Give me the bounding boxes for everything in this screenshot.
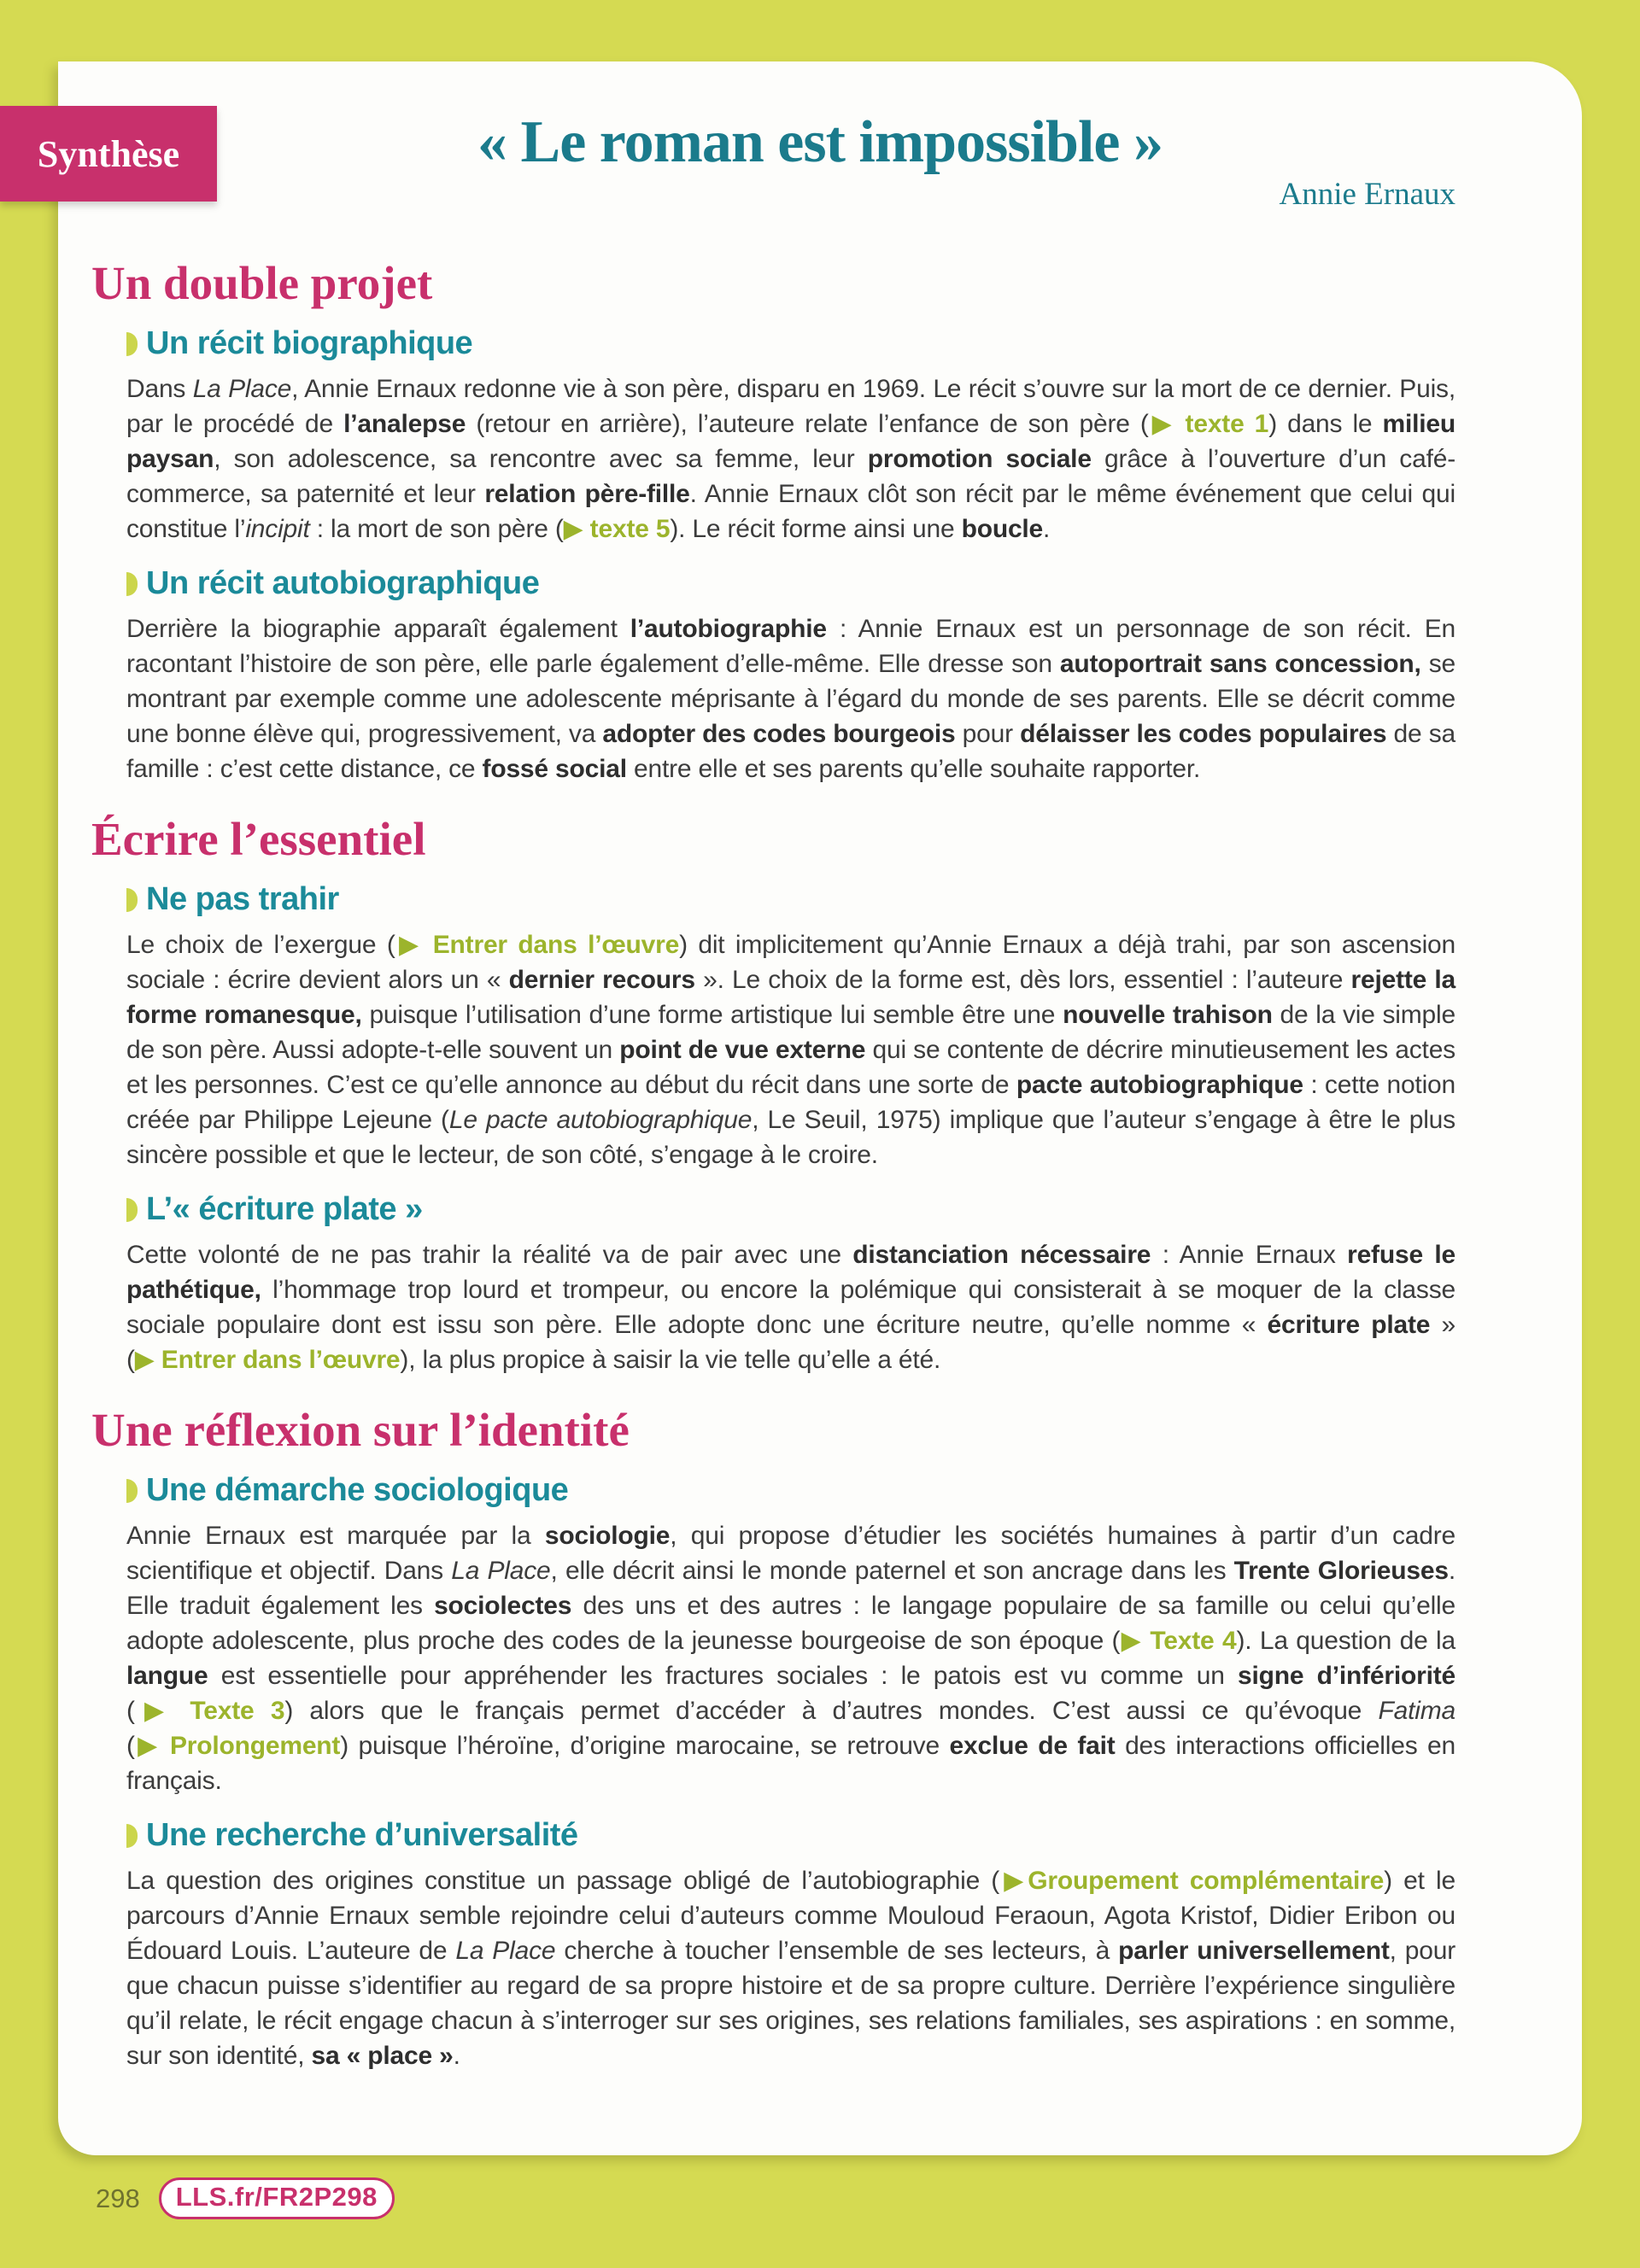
page-header [58, 61, 1582, 212]
subsection-bullet-icon [126, 572, 138, 596]
paragraph-recherche-universalite: La question des origines constitue un passage obligé de l’autobiographie (▶Groupement complémentaire) et le parcours d’Annie Ernaux semble rejoindre celui d’auteurs comme Mouloud Feraoun, Agota Kristof, Didier Eribon ou Édouard Louis. L’auteure de La Place cherche à toucher l’ensemble de ses lecteurs, à parler universellement, pour que chacun puisse s’identifier au regard de sa propre histoire et de sa propre culture. Derrière l’expérience singulière qu’il relate, le récit engage chacun à s’interroger sur ses origines, ses relations familiales, ses aspirations : en somme, sur son identité, sa « place ». [126, 1866, 1456, 2070]
synthese-tab [0, 106, 217, 202]
cross-reference-link[interactable]: ▶ Texte 4 [1120, 1626, 1237, 1655]
section-une-reflexion-sur-l-identite [91, 1403, 1456, 2073]
section-heading: Un double projet [91, 257, 433, 310]
cross-reference-link[interactable]: ▶Groupement complémentaire [999, 1866, 1385, 1895]
paragraph-ne-pas-trahir: Le choix de l’exergue (▶ Entrer dans l’œuvre) dit implicitement qu’Annie Ernaux a déjà trahi, par son ascension sociale : écrire devient alors un « dernier recours ». Le choix de la forme est, dès lors, essentiel : l’auteure rejette la forme romanesque, puisque l’utilisation d’une forme artistique lui semble être une nouvelle trahison de la vie simple de son père. Aussi adopte-t-elle souvent un point de vue externe qui se contente de décrire minutieusement les actes et les personnes. C’est ce qu’elle annonce au début du récit dans une sorte de pacte autobiographique : cette notion créée par Philippe Lejeune (Le pacte autobiographique, Le Seuil, 1975) implique que l’auteur s’engage à être le plus sincère possible et que le lecteur, de son côté, s’engage à le croire. [126, 930, 1456, 1169]
subsection-bullet-icon [126, 332, 138, 356]
section-heading: Écrire l’essentiel [91, 812, 426, 865]
subsection-bullet-icon [126, 1824, 138, 1848]
subsection-heading [126, 567, 1456, 601]
subsection-title: Ne pas trahir [146, 880, 339, 917]
synthese-tab-label: Synthèse [37, 132, 180, 175]
section-un-double-projet [91, 257, 1456, 786]
paragraph-ecriture-plate: Cette volonté de ne pas trahir la réalité va de pair avec une distanciation nécessaire : Annie Ernaux refuse le pathétique, l’hommage trop lourd et trompeur, ou encore la polémique qui consisterait à se moquer de la classe sociale populaire dont est issu son père. Elle adopte donc une écriture neutre, qu’elle nomme « écriture plate » (▶ Entrer dans l’œuvre), la plus propice à saisir la vie telle qu’elle a été. [126, 1240, 1456, 1374]
page-footer [96, 2177, 395, 2219]
subsection-bullet-icon [126, 888, 138, 912]
section-ecrire-l-essentiel [91, 812, 1456, 1377]
paragraph-demarche-sociologique: Annie Ernaux est marquée par la sociologie, qui propose d’étudier les sociétés humaines à partir d’un cadre scientifique et objectif. Dans La Place, elle décrit ainsi le monde paternel et son ancrage dans les Trente Glorieuses. Elle traduit également les sociolectes des uns et des autres : le langage populaire de sa famille ou celui qu’elle adopte adolescente, plus proche des codes de la jeunesse bourgeoise de son époque (▶ Texte 4). La question de la langue est essentielle pour appréhender les fractures sociales : le patois est vu comme un signe d’infériorité (▶ Texte 3) alors que le français permet d’accéder à d’autres mondes. C’est aussi ce qu’évoque Fatima (▶ Prolongement) puisque l’héroïne, d’origine marocaine, se retrouve exclue de fait des interactions officielles en français. [126, 1521, 1456, 1795]
page-author: Annie Ernaux [1279, 176, 1456, 212]
subsection-title: Une démarche sociologique [146, 1471, 569, 1508]
subsection-title: Un récit biographique [146, 325, 473, 362]
subsection-heading [126, 327, 1456, 361]
subsection-heading [126, 1816, 1456, 1853]
paragraph-recit-biographique: Dans La Place, Annie Ernaux redonne vie à son père, disparu en 1969. Le récit s’ouvre sur la mort de ce dernier. Puis, par le procédé de l’analepse (retour en arrière), l’auteure relate l’enfance de son père (▶ texte 1) dans le milieu paysan, son adolescence, sa rencontre avec sa femme, leur promotion sociale grâce à l’ouverture d’un café-commerce, sa paternité et leur relation père-fille. Annie Ernaux clôt son récit par le même événement que celui qui constitue l’incipit : la mort de son père (▶ texte 5). Le récit forme ainsi une boucle. [126, 375, 1456, 544]
content-card [58, 61, 1582, 2155]
page-title: « Le roman est impossible » [477, 109, 1163, 175]
subsection-title: L’« écriture plate » [146, 1190, 423, 1227]
cross-reference-link[interactable]: ▶ Texte 3 [134, 1696, 285, 1725]
page-link-pill[interactable]: LLS.fr/FR2P298 [159, 2177, 395, 2219]
cross-reference-link[interactable]: ▶ texte 1 [1148, 410, 1269, 439]
subsection-title: Une recherche d’universalité [146, 1816, 578, 1853]
paragraph-recit-autobiographique: Derrière la biographie apparaît également l’autobiographie : Annie Ernaux est un personnage de son récit. En racontant l’histoire de son père, elle parle également d’elle-même. Elle dresse son autoportrait sans concession, se montrant par exemple comme une adolescente méprisante à l’égard du monde de ses parents. Elle se décrit comme une bonne élève qui, progressivement, va adopter des codes bourgeois pour délaisser les codes populaires de sa famille : c’est cette distance, ce fossé social entre elle et ses parents qu’elle souhaite rapporter. [126, 614, 1456, 783]
subsection-heading [126, 1190, 1456, 1227]
subsection-bullet-icon [126, 1198, 138, 1222]
cross-reference-link[interactable]: ▶ Entrer dans l’œuvre [134, 1345, 401, 1374]
section-heading: Une réflexion sur l’identité [91, 1403, 630, 1456]
content [58, 212, 1582, 2072]
cross-reference-link[interactable]: ▶ Entrer dans l’œuvre [395, 930, 680, 959]
subsection-bullet-icon [126, 1479, 138, 1503]
subsection-heading [126, 880, 1456, 917]
subsection-heading [126, 1471, 1456, 1508]
subsection-title: Un récit autobiographique [146, 565, 540, 602]
cross-reference-link[interactable]: ▶ texte 5 [563, 515, 671, 544]
page-number: 298 [96, 2183, 140, 2213]
cross-reference-link[interactable]: ▶ Prolongement [134, 1731, 341, 1760]
